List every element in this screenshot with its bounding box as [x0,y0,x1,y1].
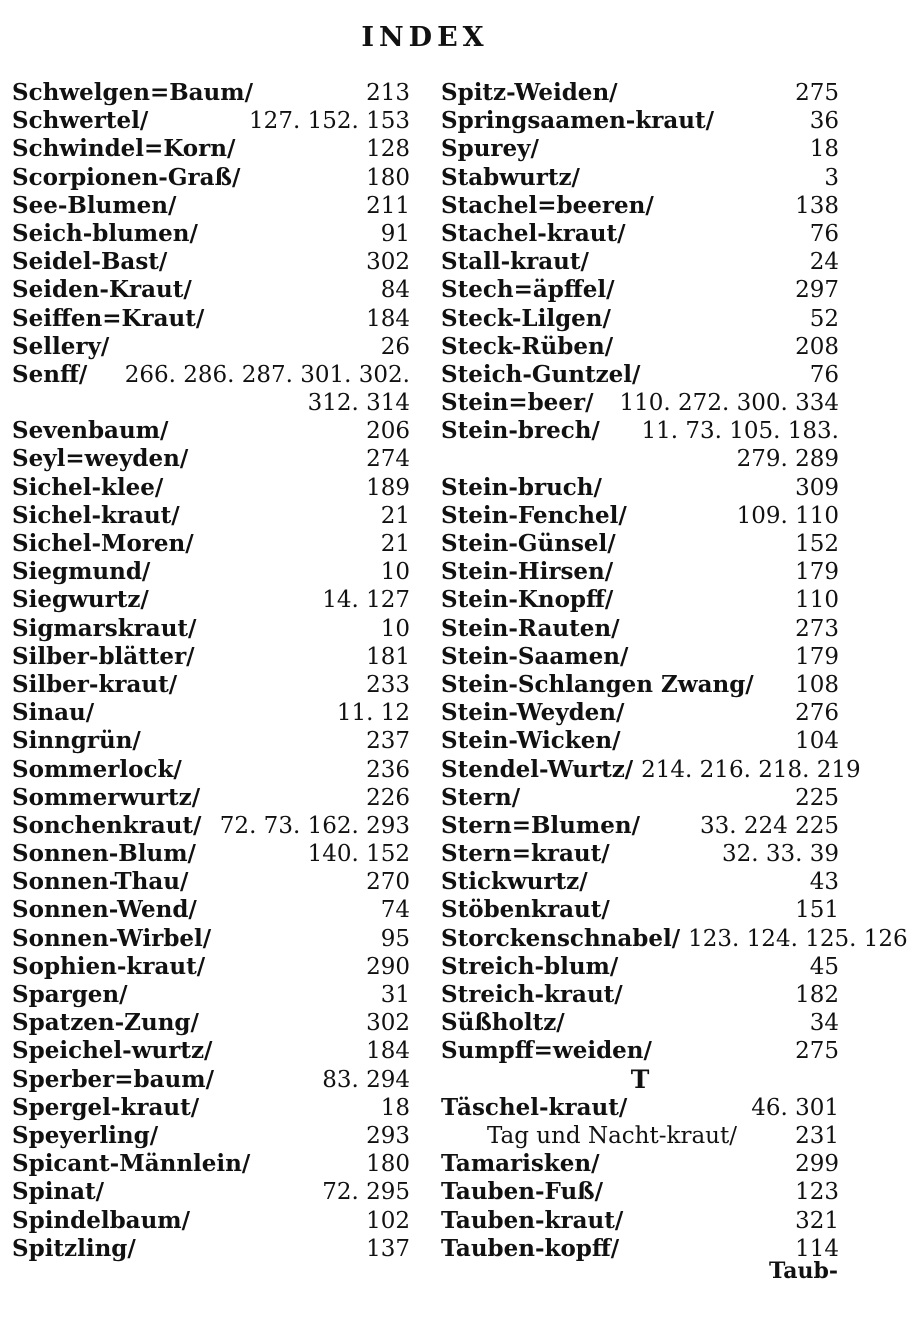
page-references: 21 [380,502,410,529]
page-title: INDEX [361,22,489,53]
page-references: 128 [366,136,410,163]
index-term: Tauben-kraut/ [441,1206,624,1234]
page-references: 91 [380,220,410,247]
index-term: Sichel-klee/ [12,473,164,501]
index-term: Spatzen-Zung/ [12,1009,199,1037]
index-column-right [441,79,908,1263]
page-references: 180 [366,164,410,191]
index-term: Stein-Weyden/ [441,699,625,727]
index-term: Steich-Guntzel/ [441,360,641,388]
page-references: 266. 286. 287. 301. 302. [124,361,410,388]
page-references: 46. 301 [751,1094,839,1121]
index-term: Sigmarskraut/ [12,614,197,642]
index-entry [441,1094,839,1122]
index-term: Schwertel/ [12,107,149,135]
index-entry [441,1009,839,1037]
page-references: 108 [795,671,839,698]
index-entry [12,1009,410,1037]
page-references: 309 [795,474,839,501]
index-entry [441,1150,839,1178]
index-term: Spicant-Männlein/ [12,1150,251,1178]
index-term: Spitzling/ [12,1234,136,1262]
page-references: 184 [366,1038,410,1065]
index-entry [441,248,839,276]
index-entry [12,220,410,248]
page-references: 151 [795,897,839,924]
page-references: 152 [795,531,839,557]
index-term: Silber-kraut/ [12,670,178,698]
index-term: Seyl=weyden/ [12,445,189,473]
page-references: 45 [809,953,839,980]
index-entry [441,953,839,981]
index-entry [441,868,839,896]
page-references: 127. 152. 153 [249,108,410,135]
index-term: See-Blumen/ [12,191,177,219]
index-entry [12,1037,410,1065]
index-term: Sichel-kraut/ [12,501,180,529]
index-term: Tauben-kopff/ [441,1234,620,1262]
page-references: 110. 272. 300. 334 [619,390,839,417]
index-entry [12,474,410,502]
index-term: Sperber=baum/ [12,1065,214,1093]
index-entry [12,135,410,163]
index-term: Stein-bruch/ [441,473,602,501]
index-entry [441,79,839,107]
index-term: Senff/ [12,360,88,388]
index-term: Schwelgen=Baum/ [12,79,254,106]
page-references: 24 [809,249,839,276]
index-term: Sonnen-Wirbel/ [12,924,212,952]
page-references: 33. 224 225 [700,812,839,839]
index-entry [441,896,839,924]
index-term: Stein-Saamen/ [441,642,629,670]
page-references: 214. 216. 218. 219 [641,756,861,783]
index-entry [441,1207,839,1235]
index-term: Spitz-Weiden/ [441,79,618,106]
index-term: Süßholtz/ [441,1009,565,1037]
page-references: 11. 73. 105. 183. [641,418,839,445]
index-term: Stöbenkraut/ [441,896,610,924]
index-entry [12,840,410,868]
index-term: T [630,1064,650,1094]
page-references: 123. 124. 125. 126 [688,925,908,952]
page-references: 140. 152 [307,841,410,868]
index-entry [441,586,839,614]
page-references: 236 [366,756,410,783]
index-term: Seiden-Kraut/ [12,276,192,304]
page-references: 297 [795,277,839,304]
index-term: Stein-brech/ [441,417,600,445]
index-term: Sommerwurtz/ [12,783,201,811]
index-entry [12,558,410,586]
index-term: Stein=beer/ [441,389,594,417]
index-term: Stech=äpffel/ [441,276,615,304]
index-entry [441,192,839,220]
index-term: Stein-Knopff/ [441,586,614,614]
index-entry [441,727,839,755]
page-references: 21 [380,531,410,557]
page-references: 36 [809,108,839,135]
page-references: 189 [366,474,410,501]
index-term: Stein-Wicken/ [441,727,621,755]
index-entry [441,333,839,361]
page-references: 208 [795,333,839,360]
page-references: 83. 294 [322,1066,410,1093]
index-term: Tauben-Fuß/ [441,1178,604,1206]
page-references: 312. 314 [307,390,410,417]
index-term: Speichel-wurtz/ [12,1037,213,1065]
page-references: 237 [366,728,410,755]
index-term: Stern=Blumen/ [441,811,640,839]
index-term: Täschel-kraut/ [441,1093,628,1121]
index-entry [12,417,410,445]
page-references: 10 [380,559,410,586]
index-entry [12,1207,410,1235]
index-entry [441,107,839,135]
page-references: 52 [809,305,839,332]
index-term: Stein-Rauten/ [441,614,620,642]
index-entry [441,389,839,417]
page-references: 279. 289 [736,446,839,473]
index-term: Stern/ [441,783,521,811]
index-term: Stendel-Wurtz/ [441,755,634,783]
index-term: Stein-Schlangen Zwang/ [441,670,754,698]
index-entry [441,502,839,530]
index-entry [441,220,839,248]
page-references: 275 [795,80,839,106]
index-term: Stachel=beeren/ [441,191,654,219]
index-entry [12,1235,410,1263]
page-references: 14. 127 [322,587,410,614]
index-entry-continuation [441,445,839,473]
page-references: 226 [366,784,410,811]
index-term: Spurey/ [441,135,539,163]
index-term: Tamarisken/ [441,1150,600,1178]
page-references: 3 [824,164,839,191]
index-term: Sichel-Moren/ [12,530,194,557]
index-entry [441,1037,839,1065]
index-entry [12,1066,410,1094]
page-references: 211 [366,192,410,219]
page-references: 10 [380,615,410,642]
index-entry [12,192,410,220]
index-entry [12,615,410,643]
index-entry [441,164,839,192]
index-entry [12,502,410,530]
page-references: 72. 73. 162. 293 [219,812,410,839]
index-entry [12,1122,410,1150]
index-entry [12,925,410,953]
index-term: Tag und Nacht-kraut/ [487,1122,737,1149]
page-references: 321 [795,1207,839,1234]
page-references: 180 [366,1151,410,1178]
page-references: 95 [380,925,410,952]
index-entry [441,699,839,727]
index-term: Scorpionen-Graß/ [12,163,241,191]
index-term: Schwindel=Korn/ [12,135,236,163]
index-entry [12,276,410,304]
index-entry [441,643,839,671]
index-entry [441,755,861,784]
page-references: 270 [366,869,410,896]
page-references: 110 [795,587,839,614]
index-term: Stein-Hirsen/ [441,558,614,586]
index-entry [12,671,410,699]
index-entry [441,812,839,840]
index-term: Steck-Rüben/ [441,332,614,360]
page-references: 181 [366,643,410,670]
page-references: 302 [366,1010,410,1037]
index-term: Streich-kraut/ [441,981,623,1008]
page-references: 290 [366,953,410,980]
index-entry [12,727,410,755]
index-term: Sinau/ [12,699,95,727]
index-term: Sonnen-Blum/ [12,840,196,868]
index-term: Stabwurtz/ [441,163,580,191]
index-entry [12,1150,410,1178]
page-references: 213 [366,80,410,106]
index-entry [441,840,839,868]
section-letter-heading [441,1066,839,1094]
index-entry [441,135,839,163]
page-references: 32. 33. 39 [721,841,839,868]
page-references: 76 [809,361,839,388]
index-entry [12,896,410,924]
page-references: 276 [795,700,839,727]
index-entry [441,671,839,699]
page-references: 11. 12 [336,700,410,727]
page-references: 231 [795,1122,839,1149]
index-entry [12,1094,410,1122]
index-entry [12,643,410,671]
index-term: Sinngrün/ [12,727,141,755]
page-references: 104 [795,728,839,755]
index-term: Sevenbaum/ [12,417,169,445]
page-references: 138 [795,192,839,219]
page-references: 182 [795,982,839,1008]
index-entry [12,107,410,135]
page-references: 34 [809,1010,839,1037]
index-entry [441,417,839,445]
index-term: Siegwurtz/ [12,586,149,614]
page-references: 114 [795,1235,839,1262]
page-references: 225 [795,784,839,811]
index-entry [12,812,410,840]
index-term: Siegmund/ [12,558,151,586]
index-entry [441,276,839,304]
index-term: Seidel-Bast/ [12,248,168,276]
page-references: 233 [366,671,410,698]
index-term: Silber-blätter/ [12,642,195,670]
page-references: 76 [809,220,839,247]
page-references: 102 [366,1207,410,1234]
page-references: 179 [795,559,839,586]
page-references: 84 [380,277,410,304]
page-references: 18 [809,136,839,163]
index-entry [12,333,410,361]
index-entry [441,530,839,558]
catchword: Taub- [768,1258,838,1284]
index-term: Sophien-kraut/ [12,952,206,980]
page-references: 302 [366,249,410,276]
index-entry [12,530,410,558]
index-entry [12,699,410,727]
page-references: 273 [795,615,839,642]
index-entry [12,164,410,192]
index-column-left [12,79,410,1263]
index-term: Stall-kraut/ [441,248,589,276]
index-entry [12,305,410,333]
index-entry [12,361,410,389]
index-entry [12,79,410,107]
index-term: Spindelbaum/ [12,1206,191,1234]
index-entry [12,756,410,784]
page-references: 206 [366,418,410,445]
index-entry [441,474,839,502]
index-entry [441,361,839,389]
index-entry [441,615,839,643]
index-entry [12,445,410,473]
page-references: 299 [795,1151,839,1178]
index-term: Seiffen=Kraut/ [12,304,205,332]
index-entry-continuation [12,389,410,417]
page-references: 179 [795,643,839,670]
index-term: Spergel-kraut/ [12,1093,200,1121]
index-term: Sonnen-Wend/ [12,896,197,924]
index-term: Sumpff=weiden/ [441,1037,652,1065]
index-entry [441,558,839,586]
index-entry [12,981,410,1009]
page-references: 275 [795,1038,839,1065]
page-references: 72. 295 [322,1179,410,1206]
index-entry [12,784,410,812]
index-term: Stein-Fenchel/ [441,501,627,529]
page-references: 293 [366,1122,410,1149]
index-entry [441,1122,839,1150]
index-term: Sellery/ [12,332,110,360]
index-term: Stern=kraut/ [441,840,610,868]
index-entry [12,868,410,896]
index-term: Spinat/ [12,1178,105,1206]
page-references: 74 [380,897,410,924]
index-term: Seich-blumen/ [12,219,198,247]
page-references: 109. 110 [736,502,839,529]
page-references: 26 [380,333,410,360]
index-entry [441,784,839,812]
index-term: Springsaamen-kraut/ [441,107,715,135]
page-references: 137 [366,1235,410,1262]
page-references: 184 [366,305,410,332]
index-entry [441,1178,839,1206]
index-entry [441,305,839,333]
index-term: Steck-Lilgen/ [441,304,611,332]
page-references: 123 [795,1179,839,1206]
index-entry [12,586,410,614]
index-entry [12,248,410,276]
index-term: Streich-blum/ [441,952,619,980]
index-term: Spargen/ [12,981,128,1008]
index-term: Stickwurtz/ [441,868,588,896]
index-term: Stachel-kraut/ [441,219,626,247]
index-term: Sonchenkraut/ [12,811,202,839]
index-term: Sommerlock/ [12,755,182,783]
index-term: Speyerling/ [12,1121,159,1149]
index-term: Stein-Günsel/ [441,530,616,557]
index-entry [441,924,908,953]
index-entry [12,1178,410,1206]
page-references: 18 [380,1094,410,1121]
page-references: 274 [366,446,410,473]
index-entry [12,953,410,981]
index-term: Sonnen-Thau/ [12,868,189,896]
index-term: Storckenschnabel/ [441,924,681,952]
page-references: 31 [380,982,410,1008]
page-references: 43 [809,869,839,896]
index-entry [441,981,839,1009]
